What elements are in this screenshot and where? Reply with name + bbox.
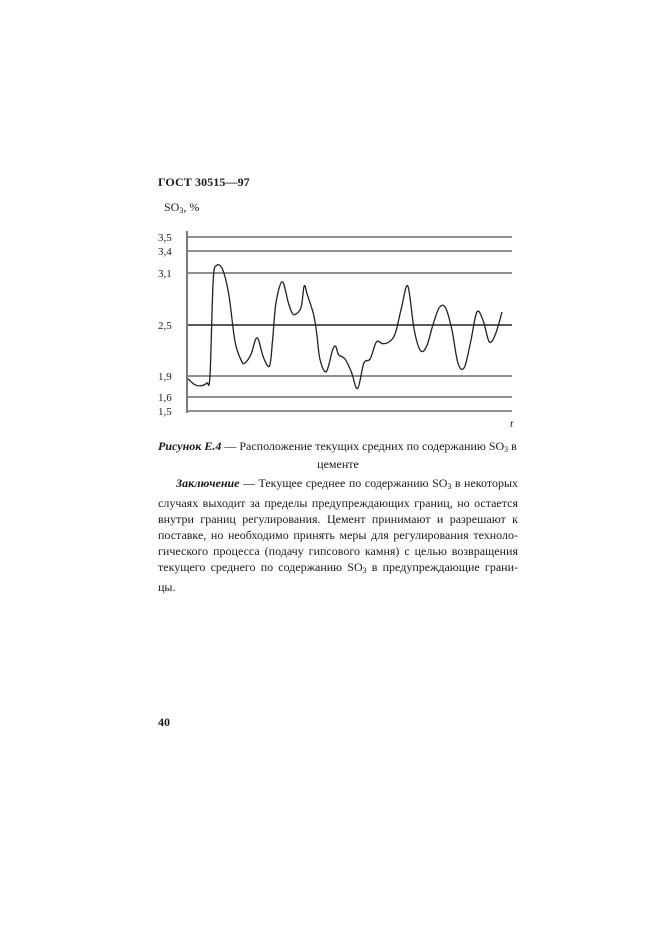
- so3-chart: [140, 195, 530, 435]
- figure-label: Рисунок Е.4: [158, 439, 222, 453]
- conclusion-line-2: случаях выходит за пределы предупреждающих границ, но остается: [158, 496, 518, 510]
- conclusion-line-1-b: в некоторых: [451, 476, 519, 490]
- caption-text-b: в: [508, 439, 517, 453]
- conclusion-line-6-a: текущего среднего по содержанию SO: [158, 560, 363, 574]
- conclusion-line-6: [158, 559, 518, 579]
- conclusion-line-1: [158, 475, 518, 495]
- caption-subscript: 3: [504, 445, 509, 454]
- conclusion-line-6-b: в предупреждающие грани-: [366, 560, 518, 574]
- caption-dash: —: [221, 439, 240, 453]
- chart-x-axis-label: t: [510, 418, 514, 430]
- y-tick-label: 1,5: [158, 406, 172, 418]
- conclusion-line-1-sub: 3: [447, 482, 452, 491]
- y-tick-label: 3,4: [158, 246, 172, 258]
- conclusion-line-6-sub: 3: [362, 566, 367, 575]
- y-label-subscript: 3: [179, 206, 184, 215]
- y-tick-label: 3,1: [158, 268, 172, 280]
- conclusion-line-4: поставке, но необходимо принять меры для регулирования техноло-: [158, 528, 518, 542]
- conclusion-dash: —: [239, 476, 259, 490]
- conclusion-term: Заключение: [176, 476, 240, 490]
- conclusion-line-7: цы.: [158, 580, 176, 594]
- conclusion-line-3: внутри границ регулирования. Цемент принимают и разрешают к: [158, 512, 518, 526]
- conclusion-paragraph: [158, 475, 518, 595]
- page-number: 40: [158, 715, 170, 729]
- y-tick-label: 3,5: [158, 232, 172, 244]
- figure-caption: [158, 439, 518, 472]
- so3-chart-svg: [140, 195, 530, 435]
- y-tick-label: 1,6: [158, 392, 172, 404]
- caption-line-2: цементе: [317, 457, 359, 471]
- y-tick-label: 2,5: [158, 320, 172, 332]
- conclusion-line-1-a: Текущее среднее по содержанию SO: [258, 476, 448, 490]
- caption-text-a: Расположение текущих средних по содержанию SO: [239, 439, 505, 453]
- document-header: ГОСТ 30515—97: [158, 175, 250, 189]
- y-label-unit: , %: [183, 200, 200, 214]
- y-label-main: SO: [164, 200, 180, 214]
- so3-series-line: [188, 265, 502, 389]
- conclusion-line-5: гического процесса (подачу гипсового камня) с целью возвращения: [158, 544, 518, 558]
- y-tick-label: 1,9: [158, 371, 172, 383]
